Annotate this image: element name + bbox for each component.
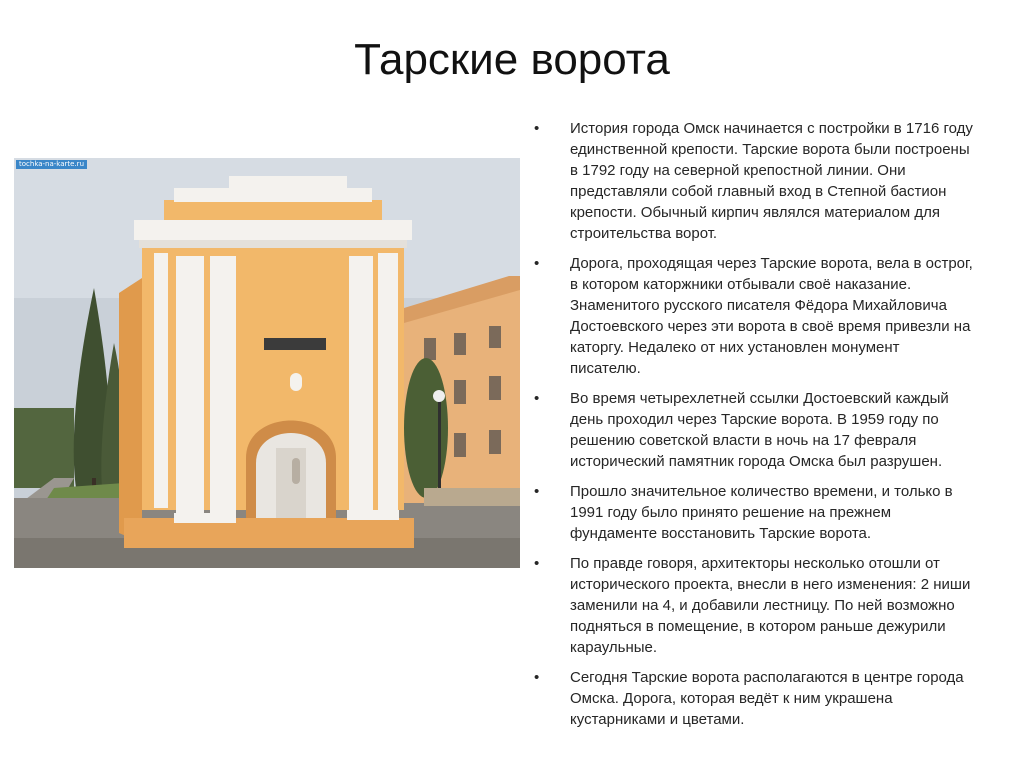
bullet-dot: • bbox=[534, 255, 540, 272]
bullet-text: Прошло значительное количество времени, и только в 1991 году было принято решение на прежнем фундаменте восстановить Тарские ворота. bbox=[570, 483, 953, 542]
bullet-item bbox=[534, 553, 974, 658]
bullet-item bbox=[534, 667, 974, 730]
bullet-dot: • bbox=[534, 390, 540, 407]
slide-title: Тарские ворота bbox=[354, 35, 670, 84]
tree-right bbox=[404, 358, 448, 498]
bullet-item bbox=[534, 388, 974, 472]
cornice bbox=[134, 220, 412, 240]
bullet-text: Дорога, проходящая через Тарские ворота, вела в острог, в котором каторжники отбывали своё наказание. Знаменитого русского писателя Фёдора Михайловича Достоевского через эти ворота в своё время привезли на каторгу. Недалеко от них установлен монумент писателю. bbox=[570, 255, 973, 377]
bullet-dot: • bbox=[534, 120, 540, 137]
distant-trees bbox=[14, 408, 74, 488]
photo-watermark: tochka-na-karte.ru bbox=[16, 160, 87, 169]
bullet-text: Сегодня Тарские ворота располагаются в центре города Омска. Дорога, которая ведёт к ним украшена кустарниками и цветами. bbox=[570, 669, 964, 728]
bullet-dot: • bbox=[534, 669, 540, 686]
bullet-dot: • bbox=[534, 483, 540, 500]
bullet-item bbox=[534, 481, 974, 544]
bullet-list bbox=[534, 118, 974, 739]
bullet-text: По правде говоря, архитекторы несколько отошли от исторического проекта, внесли в него изменения: 2 ниши заменили на 4, и добавили лестницу. По ней возможно подняться в помещение, в котором раньше дежурили караульные. bbox=[570, 555, 971, 656]
name-plaque bbox=[264, 338, 326, 350]
lamp-post bbox=[438, 398, 441, 498]
bullet-text: История города Омск начинается с постройки в 1716 году единственной крепости. Тарские ворота были построены в 1792 году на северной крепостной линии. Они представляли собой главный вход в Степной бастион крепости. Обычный кирпич являлся материалом для строительства ворот. bbox=[570, 120, 973, 242]
bullet-item bbox=[534, 118, 974, 244]
tara-gates-photo bbox=[14, 158, 520, 568]
bullet-item bbox=[534, 253, 974, 379]
tara-gates-illustration bbox=[14, 158, 520, 568]
bullet-dot: • bbox=[534, 555, 540, 572]
bullet-text: Во время четырехлетней ссылки Достоевский каждый день проходил через Тарские ворота. В 1959 году по решению советской власти в ночь на 17 февраля исторический памятник города Омска был разрушен. bbox=[570, 390, 949, 470]
